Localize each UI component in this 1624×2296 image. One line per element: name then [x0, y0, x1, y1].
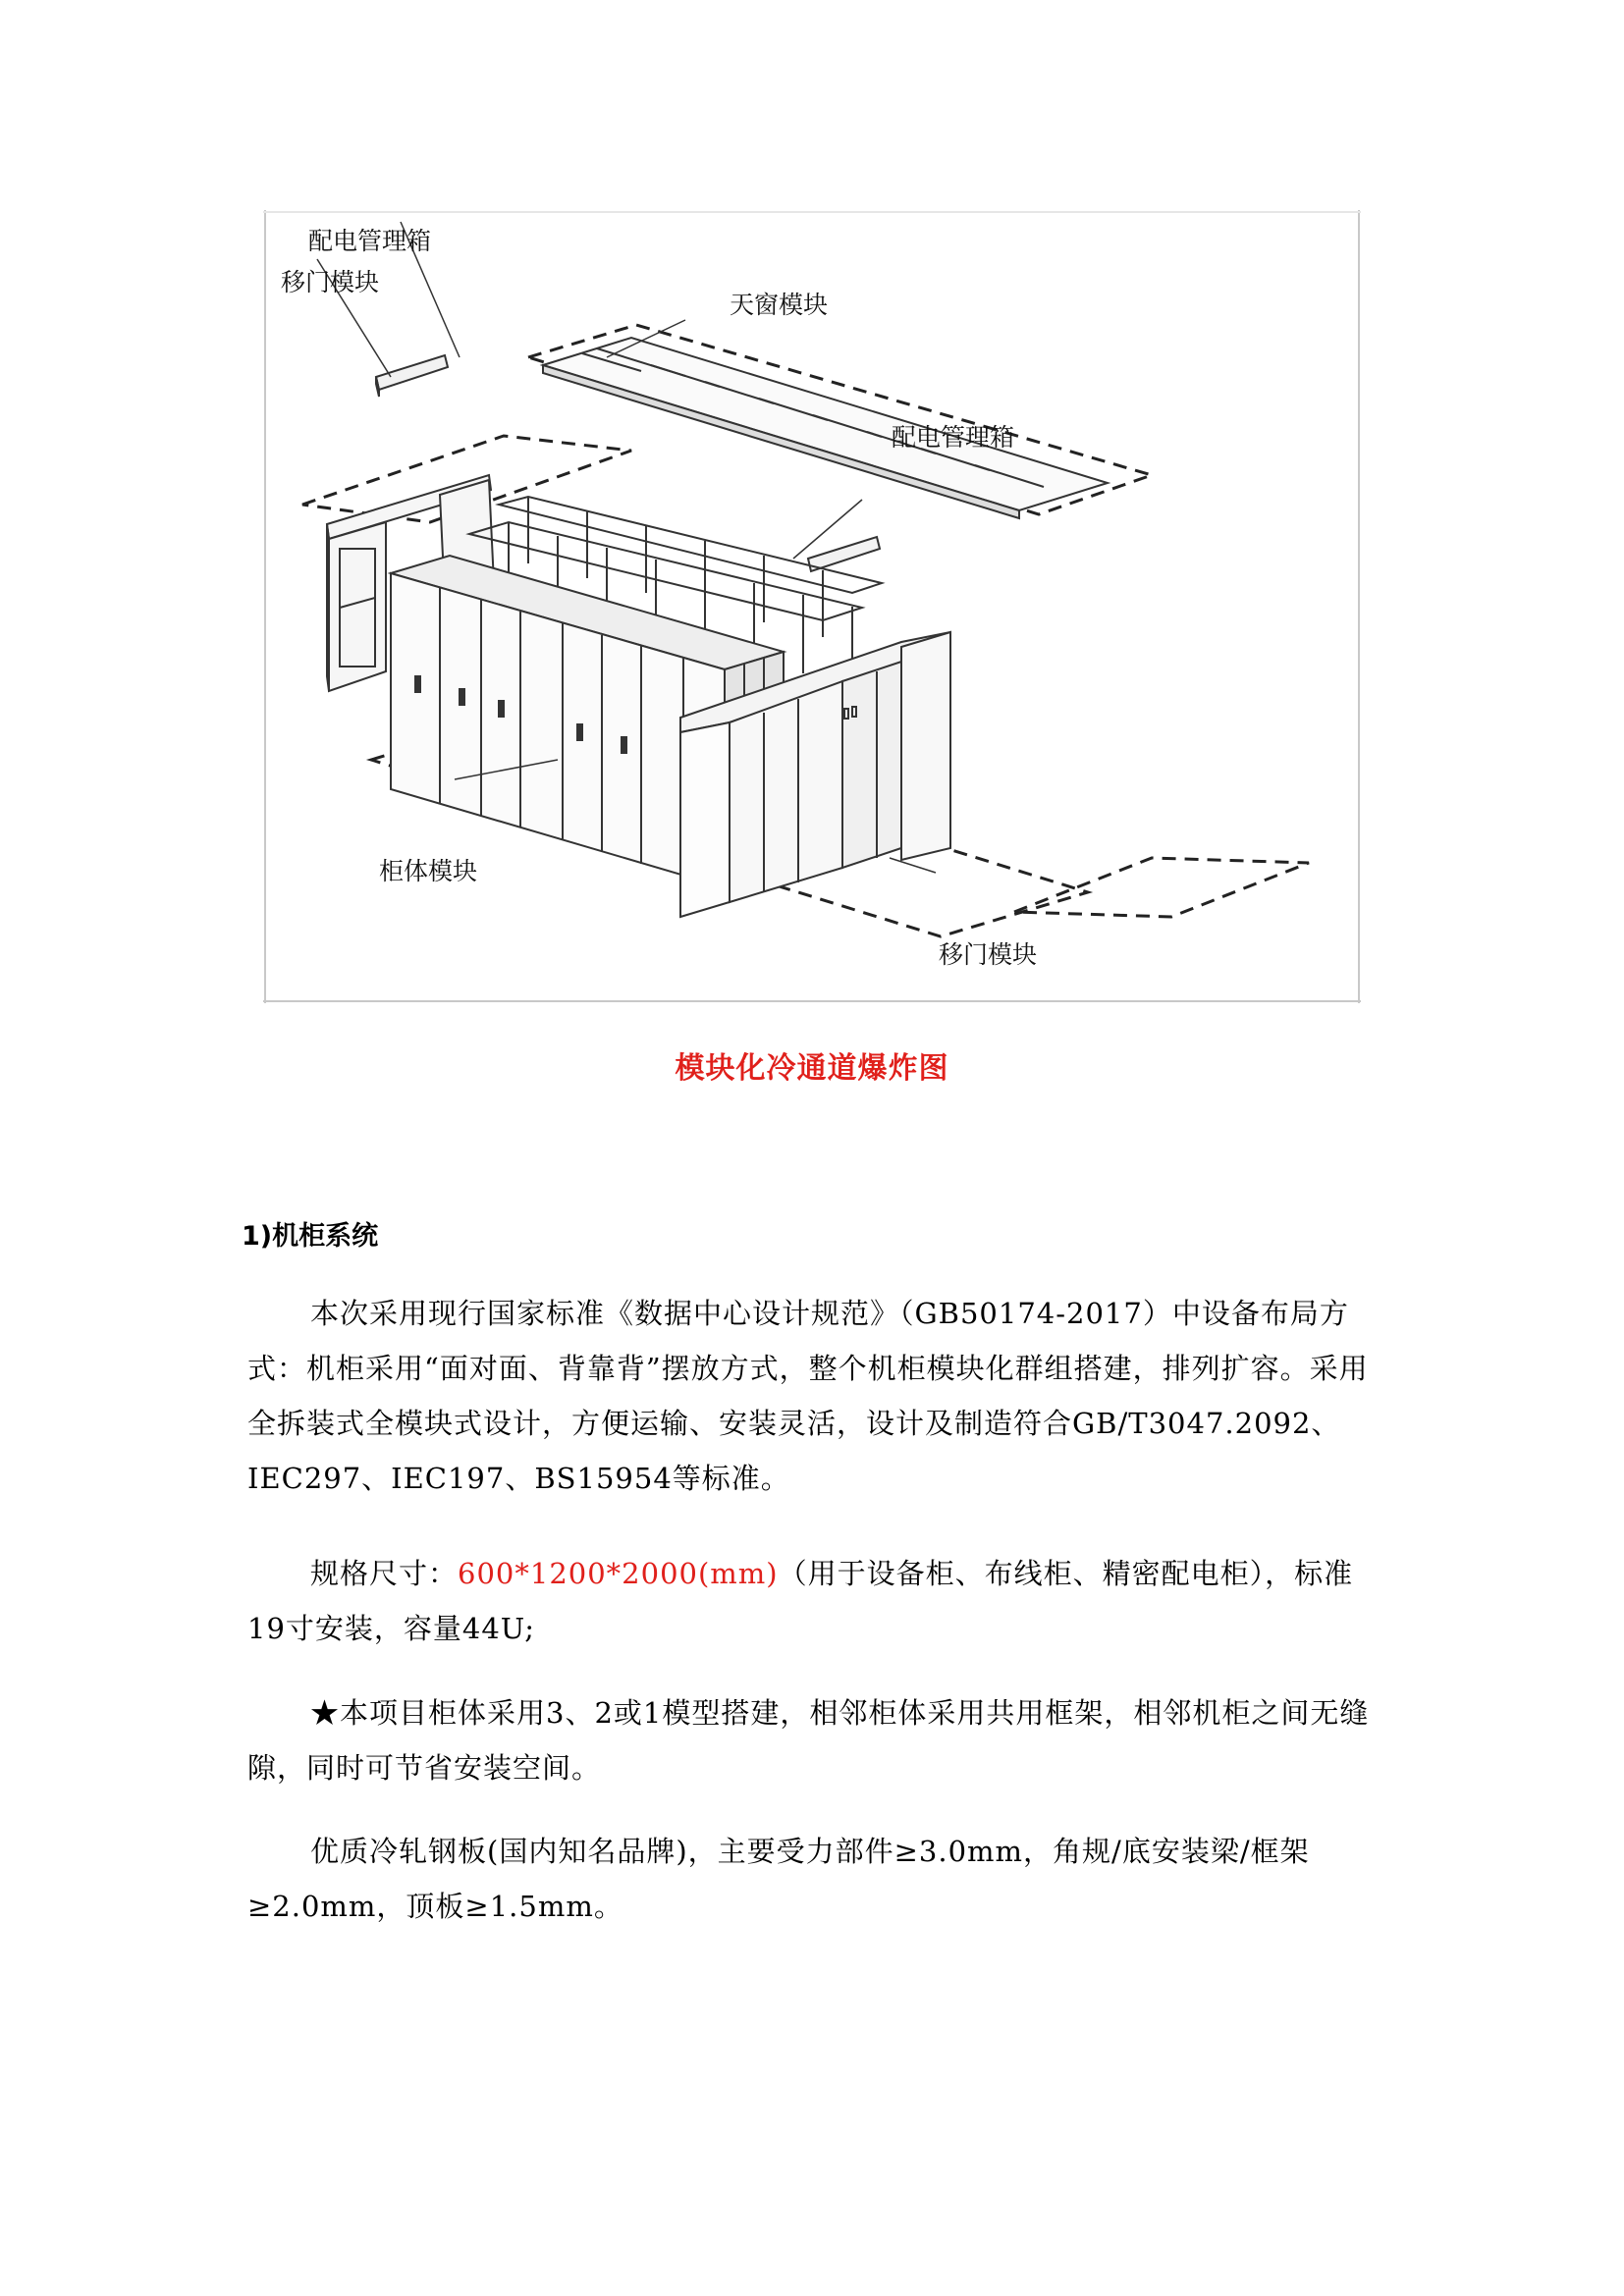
- label-pdu-box-left: 配电管理箱: [308, 227, 432, 255]
- label-pdu-box-right: 配电管理箱: [892, 423, 1015, 452]
- paragraph-standards: 本次采用现行国家标准《数据中心设计规范》（GB50174-2017）中设备布局方式：机柜采用“面对面、背靠背”摆放方式，整个机柜模块化群组搭建，排列扩容。采用全拆装式全模块式设计，方便运输、安装灵活，设计及制造符合GB/T3047.2092、IEC297、IEC197、BS15954等标准。: [247, 1297, 1369, 1495]
- skylight-module: [543, 338, 1108, 518]
- figure-caption: 模块化冷通道爆炸图: [675, 1051, 949, 1086]
- specs-prefix: 规格尺寸：: [310, 1557, 459, 1590]
- label-skylight: 天窗模块: [730, 291, 829, 319]
- exploded-view-drawing: [263, 210, 1361, 1003]
- specs-dimensions: 600*1200*2000(mm): [458, 1557, 779, 1590]
- paragraph-project: ★本项目柜体采用3、2或1模型搭建，相邻柜体采用共用框架，相邻机柜之间无缝隙，同时可节省安装空间。: [247, 1696, 1370, 1785]
- pdu-box-left: [376, 355, 448, 397]
- paragraph-material: 优质冷轧钢板(国内知名品牌)，主要受力部件≥3.0mm，角规/底安装梁/框架≥2.0mm，顶板≥1.5mm。: [247, 1835, 1310, 1923]
- exploded-view-figure: [263, 210, 1361, 1003]
- label-cabinet: 柜体模块: [379, 857, 478, 885]
- pdu-box-right: [808, 537, 880, 571]
- section-title: 1)机柜系统: [242, 1221, 379, 1252]
- specs-suffix: （用于设备柜、布线柜、精密配电柜），标准19寸安装，容量44U;: [247, 1557, 1354, 1645]
- label-sliding-door-right: 移门模块: [939, 940, 1038, 969]
- label-sliding-door-left: 移门模块: [281, 268, 380, 296]
- paragraph-specs: [247, 1546, 1386, 1656]
